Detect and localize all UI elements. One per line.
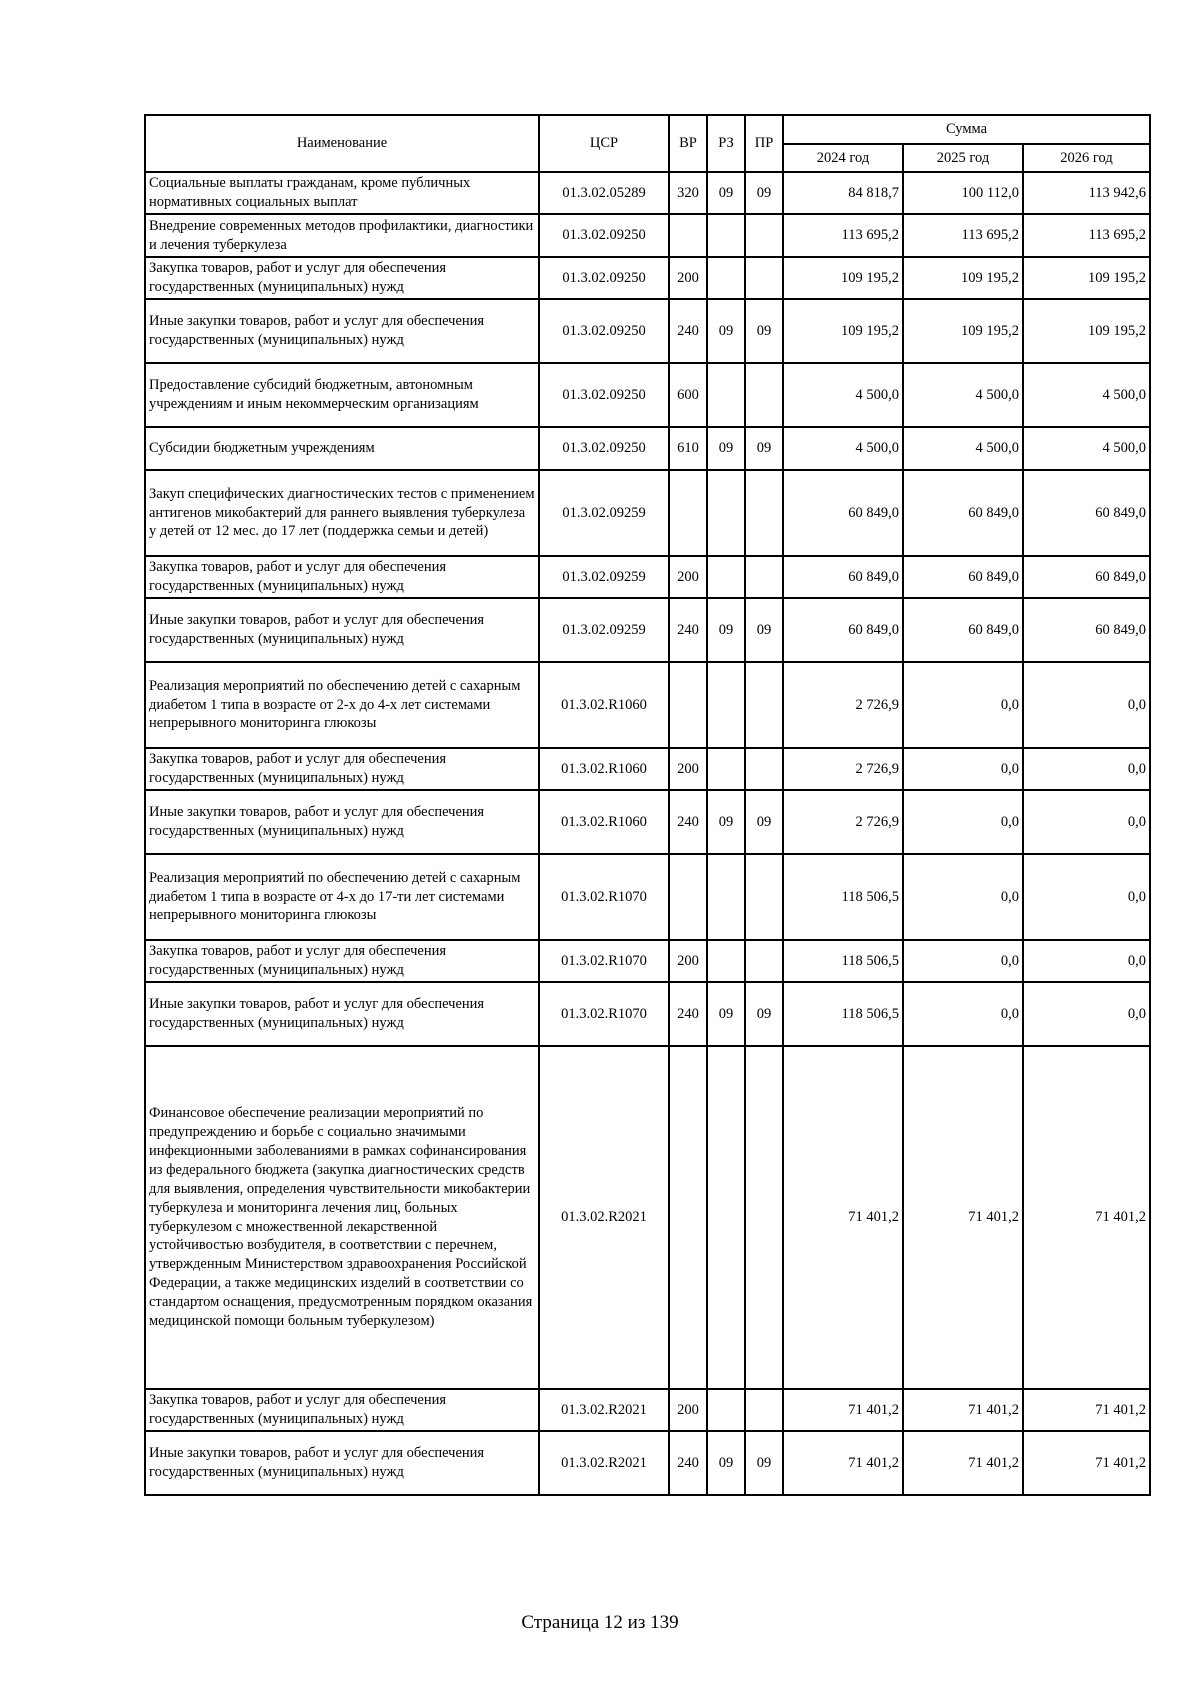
table-row <box>145 748 1150 790</box>
row-vr: 200 <box>669 940 707 982</box>
row-pr: 09 <box>745 172 783 214</box>
row-sum-2026: 113 942,6 <box>1023 172 1150 214</box>
table-body <box>145 172 1150 1495</box>
table-row <box>145 598 1150 662</box>
row-vr: 240 <box>669 598 707 662</box>
row-vr: 600 <box>669 363 707 427</box>
row-name: Реализация мероприятий по обеспечению детей с сахарным диабетом 1 типа в возрасте от 4-х до 17-ти лет системами непрерывного мониторинга глюкозы <box>145 854 539 940</box>
row-sum-2025: 0,0 <box>903 854 1023 940</box>
row-pr <box>745 470 783 556</box>
row-vr: 200 <box>669 556 707 598</box>
row-csr: 01.3.02.09250 <box>539 299 669 363</box>
row-name: Закупка товаров, работ и услуг для обеспечения государственных (муниципальных) нужд <box>145 940 539 982</box>
row-sum-2026: 109 195,2 <box>1023 257 1150 299</box>
row-rz: 09 <box>707 299 745 363</box>
row-sum-2026: 0,0 <box>1023 940 1150 982</box>
row-pr <box>745 1389 783 1431</box>
row-name: Финансовое обеспечение реализации мероприятий по предупреждению и борьбе с социально значимыми инфекционными заболеваниями в рамках софинансирования из федерального бюджета (закупка диагностических средств для выявления, определения чувствительности микобактерии туберкулеза и мониторинга лечения лиц, больных туберкулезом с множественной лекарственной устойчивостью возбудителя, в соответствии с перечнем, утвержденным Министерством здравоохранения Российской Федерации, а также медицинских изделий в соответствии со стандартом оснащения, предусмотренным порядком оказания медицинской помощи больным туберкулезом) <box>145 1046 539 1389</box>
table-row <box>145 299 1150 363</box>
table-row <box>145 1046 1150 1389</box>
row-sum-2025: 0,0 <box>903 790 1023 854</box>
row-pr <box>745 257 783 299</box>
table-row <box>145 982 1150 1046</box>
row-rz <box>707 1046 745 1389</box>
row-vr: 610 <box>669 427 707 470</box>
header-pr: ПР <box>745 115 783 172</box>
row-sum-2024: 2 726,9 <box>783 748 903 790</box>
row-sum-2026: 0,0 <box>1023 982 1150 1046</box>
row-sum-2024: 109 195,2 <box>783 257 903 299</box>
row-rz: 09 <box>707 598 745 662</box>
row-csr: 01.3.02.R1070 <box>539 982 669 1046</box>
row-sum-2025: 71 401,2 <box>903 1431 1023 1495</box>
row-csr: 01.3.02.R1060 <box>539 790 669 854</box>
row-pr <box>745 214 783 257</box>
row-pr <box>745 556 783 598</box>
row-sum-2024: 71 401,2 <box>783 1046 903 1389</box>
row-pr: 09 <box>745 1431 783 1495</box>
row-sum-2026: 0,0 <box>1023 748 1150 790</box>
row-sum-2026: 60 849,0 <box>1023 470 1150 556</box>
table-row <box>145 470 1150 556</box>
row-sum-2025: 60 849,0 <box>903 598 1023 662</box>
row-sum-2025: 109 195,2 <box>903 299 1023 363</box>
row-sum-2024: 118 506,5 <box>783 982 903 1046</box>
row-sum-2026: 4 500,0 <box>1023 427 1150 470</box>
row-name: Иные закупки товаров, работ и услуг для обеспечения государственных (муниципальных) нужд <box>145 598 539 662</box>
row-sum-2024: 118 506,5 <box>783 854 903 940</box>
row-sum-2026: 109 195,2 <box>1023 299 1150 363</box>
row-pr <box>745 662 783 748</box>
table-row <box>145 214 1150 257</box>
table-row <box>145 556 1150 598</box>
row-pr <box>745 1046 783 1389</box>
budget-table <box>144 114 1151 1496</box>
row-pr: 09 <box>745 598 783 662</box>
table-row <box>145 662 1150 748</box>
row-sum-2024: 118 506,5 <box>783 940 903 982</box>
row-name: Иные закупки товаров, работ и услуг для обеспечения государственных (муниципальных) нужд <box>145 790 539 854</box>
row-pr <box>745 940 783 982</box>
row-name: Иные закупки товаров, работ и услуг для обеспечения государственных (муниципальных) нужд <box>145 1431 539 1495</box>
row-vr: 240 <box>669 1431 707 1495</box>
row-sum-2025: 0,0 <box>903 940 1023 982</box>
row-vr: 200 <box>669 748 707 790</box>
row-rz: 09 <box>707 172 745 214</box>
row-rz <box>707 748 745 790</box>
row-vr <box>669 662 707 748</box>
row-sum-2025: 60 849,0 <box>903 470 1023 556</box>
row-sum-2024: 2 726,9 <box>783 662 903 748</box>
header-year-2025: 2025 год <box>903 144 1023 172</box>
row-sum-2026: 113 695,2 <box>1023 214 1150 257</box>
row-name: Реализация мероприятий по обеспечению детей с сахарным диабетом 1 типа в возрасте от 2-х до 4-х лет системами непрерывного мониторинга глюкозы <box>145 662 539 748</box>
header-rz: РЗ <box>707 115 745 172</box>
row-name: Закупка товаров, работ и услуг для обеспечения государственных (муниципальных) нужд <box>145 257 539 299</box>
table-row <box>145 790 1150 854</box>
row-rz: 09 <box>707 1431 745 1495</box>
row-pr: 09 <box>745 299 783 363</box>
row-sum-2024: 113 695,2 <box>783 214 903 257</box>
table-row <box>145 854 1150 940</box>
row-csr: 01.3.02.09250 <box>539 257 669 299</box>
row-sum-2024: 60 849,0 <box>783 598 903 662</box>
header-name: Наименование <box>145 115 539 172</box>
table-row <box>145 1389 1150 1431</box>
row-vr: 200 <box>669 257 707 299</box>
row-csr: 01.3.02.R2021 <box>539 1431 669 1495</box>
row-sum-2025: 0,0 <box>903 748 1023 790</box>
row-rz <box>707 214 745 257</box>
row-sum-2026: 71 401,2 <box>1023 1431 1150 1495</box>
row-sum-2024: 4 500,0 <box>783 427 903 470</box>
row-rz: 09 <box>707 427 745 470</box>
row-vr: 200 <box>669 1389 707 1431</box>
row-sum-2026: 4 500,0 <box>1023 363 1150 427</box>
row-rz <box>707 1389 745 1431</box>
row-name: Закуп специфических диагностических тестов с применением антигенов микобактерий для раннего выявления туберкулеза у детей от 12 мес. до 17 лет (поддержка семьи и детей) <box>145 470 539 556</box>
row-csr: 01.3.02.09259 <box>539 598 669 662</box>
row-name: Субсидии бюджетным учреждениям <box>145 427 539 470</box>
row-csr: 01.3.02.R1070 <box>539 854 669 940</box>
header-year-2026: 2026 год <box>1023 144 1150 172</box>
row-sum-2025: 100 112,0 <box>903 172 1023 214</box>
table-row <box>145 363 1150 427</box>
row-csr: 01.3.02.R2021 <box>539 1389 669 1431</box>
row-csr: 01.3.02.09259 <box>539 470 669 556</box>
row-name: Предоставление субсидий бюджетным, автономным учреждениям и иным некоммерческим организациям <box>145 363 539 427</box>
table-row <box>145 1431 1150 1495</box>
row-csr: 01.3.02.05289 <box>539 172 669 214</box>
row-rz <box>707 854 745 940</box>
row-sum-2025: 60 849,0 <box>903 556 1023 598</box>
header-csr: ЦСР <box>539 115 669 172</box>
row-sum-2024: 2 726,9 <box>783 790 903 854</box>
row-rz <box>707 470 745 556</box>
row-sum-2024: 60 849,0 <box>783 470 903 556</box>
row-vr <box>669 854 707 940</box>
row-vr <box>669 214 707 257</box>
row-sum-2025: 109 195,2 <box>903 257 1023 299</box>
row-sum-2026: 0,0 <box>1023 662 1150 748</box>
row-name: Иные закупки товаров, работ и услуг для обеспечения государственных (муниципальных) нужд <box>145 299 539 363</box>
row-name: Внедрение современных методов профилактики, диагностики и лечения туберкулеза <box>145 214 539 257</box>
header-sum: Сумма <box>783 115 1150 144</box>
row-vr: 320 <box>669 172 707 214</box>
row-sum-2025: 4 500,0 <box>903 427 1023 470</box>
row-sum-2026: 60 849,0 <box>1023 598 1150 662</box>
row-sum-2025: 113 695,2 <box>903 214 1023 257</box>
table-row <box>145 172 1150 214</box>
row-csr: 01.3.02.R2021 <box>539 1046 669 1389</box>
row-vr: 240 <box>669 982 707 1046</box>
row-rz <box>707 257 745 299</box>
row-rz <box>707 363 745 427</box>
table-row <box>145 940 1150 982</box>
row-pr <box>745 363 783 427</box>
row-csr: 01.3.02.R1060 <box>539 662 669 748</box>
row-vr <box>669 470 707 556</box>
row-pr <box>745 854 783 940</box>
row-sum-2024: 71 401,2 <box>783 1431 903 1495</box>
row-sum-2025: 0,0 <box>903 982 1023 1046</box>
row-sum-2025: 0,0 <box>903 662 1023 748</box>
row-sum-2024: 71 401,2 <box>783 1389 903 1431</box>
row-csr: 01.3.02.R1070 <box>539 940 669 982</box>
row-rz: 09 <box>707 982 745 1046</box>
row-csr: 01.3.02.09250 <box>539 363 669 427</box>
row-sum-2025: 71 401,2 <box>903 1046 1023 1389</box>
row-sum-2026: 71 401,2 <box>1023 1046 1150 1389</box>
row-name: Социальные выплаты гражданам, кроме публичных нормативных социальных выплат <box>145 172 539 214</box>
page-number: Страница 12 из 139 <box>521 1612 679 1633</box>
row-sum-2025: 71 401,2 <box>903 1389 1023 1431</box>
table-row <box>145 427 1150 470</box>
header-vr: ВР <box>669 115 707 172</box>
row-rz <box>707 662 745 748</box>
row-vr: 240 <box>669 790 707 854</box>
row-sum-2024: 4 500,0 <box>783 363 903 427</box>
row-sum-2026: 60 849,0 <box>1023 556 1150 598</box>
row-name: Закупка товаров, работ и услуг для обеспечения государственных (муниципальных) нужд <box>145 1389 539 1431</box>
table-row <box>145 257 1150 299</box>
table-header <box>145 115 1150 172</box>
header-year-2024: 2024 год <box>783 144 903 172</box>
row-rz <box>707 940 745 982</box>
row-sum-2025: 4 500,0 <box>903 363 1023 427</box>
row-pr <box>745 748 783 790</box>
row-vr: 240 <box>669 299 707 363</box>
row-pr: 09 <box>745 790 783 854</box>
row-csr: 01.3.02.09250 <box>539 427 669 470</box>
row-csr: 01.3.02.R1060 <box>539 748 669 790</box>
row-sum-2024: 60 849,0 <box>783 556 903 598</box>
row-sum-2026: 0,0 <box>1023 790 1150 854</box>
row-vr <box>669 1046 707 1389</box>
row-name: Закупка товаров, работ и услуг для обеспечения государственных (муниципальных) нужд <box>145 748 539 790</box>
row-pr: 09 <box>745 427 783 470</box>
row-sum-2026: 0,0 <box>1023 854 1150 940</box>
row-csr: 01.3.02.09250 <box>539 214 669 257</box>
row-pr: 09 <box>745 982 783 1046</box>
row-rz: 09 <box>707 790 745 854</box>
row-sum-2024: 109 195,2 <box>783 299 903 363</box>
row-sum-2024: 84 818,7 <box>783 172 903 214</box>
row-rz <box>707 556 745 598</box>
row-csr: 01.3.02.09259 <box>539 556 669 598</box>
row-sum-2026: 71 401,2 <box>1023 1389 1150 1431</box>
row-name: Иные закупки товаров, работ и услуг для обеспечения государственных (муниципальных) нужд <box>145 982 539 1046</box>
row-name: Закупка товаров, работ и услуг для обеспечения государственных (муниципальных) нужд <box>145 556 539 598</box>
